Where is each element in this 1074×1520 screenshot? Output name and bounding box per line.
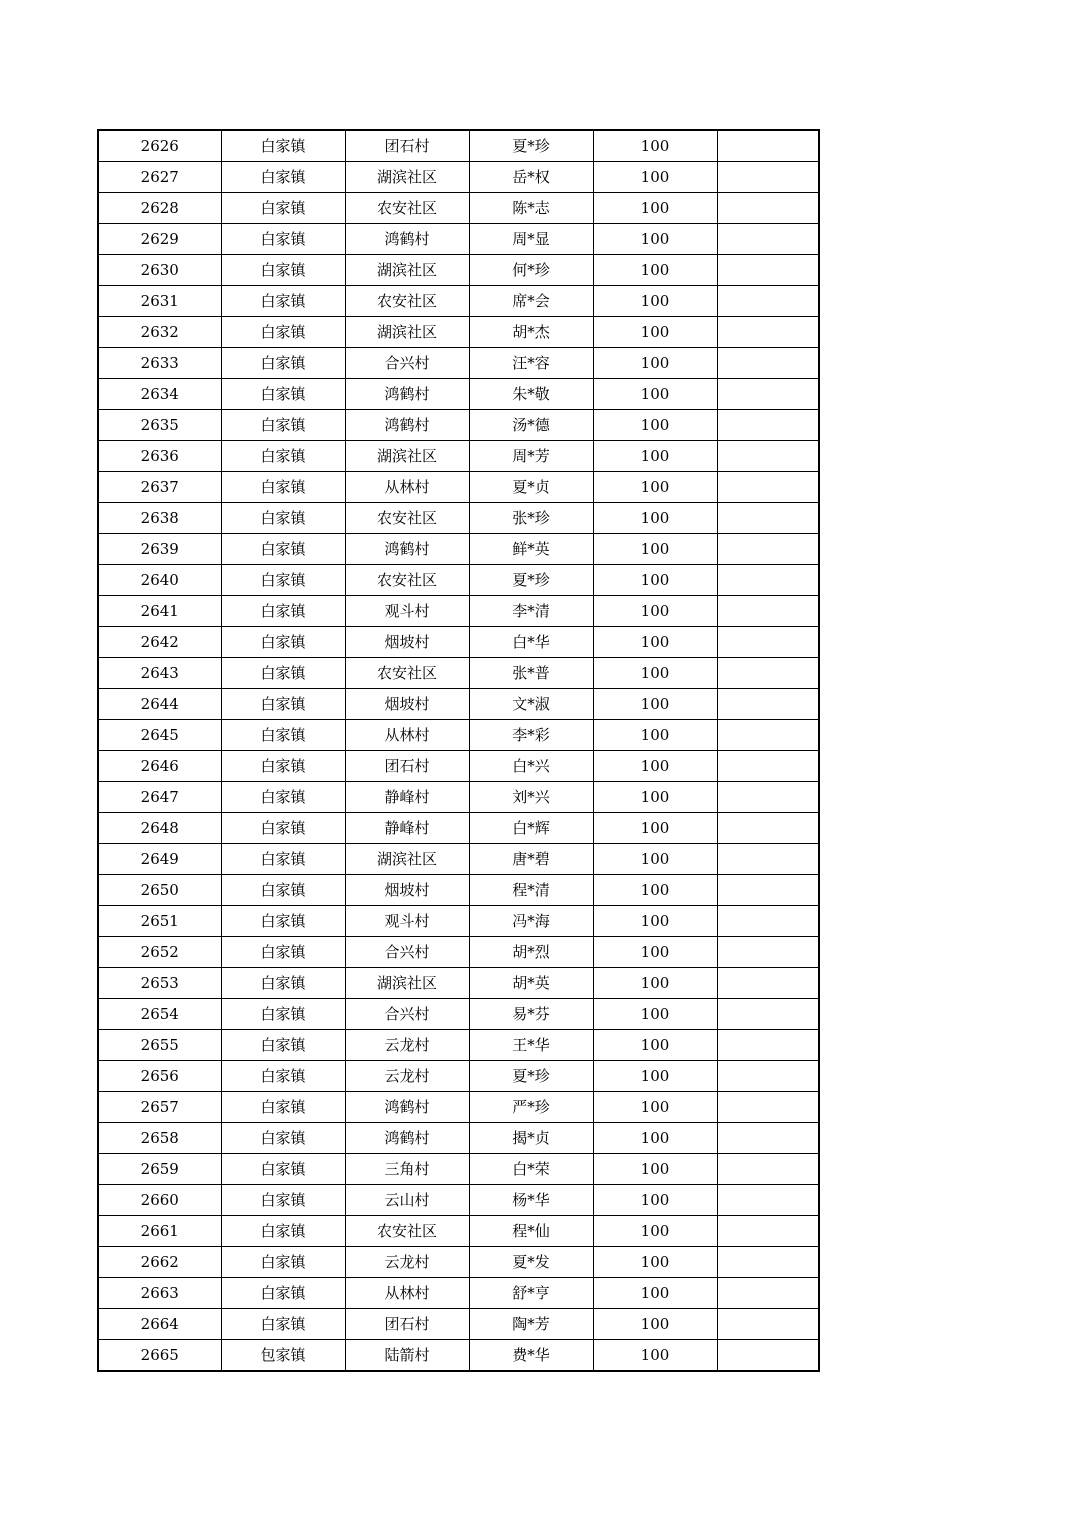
town-cell: 白家镇 — [221, 596, 345, 627]
table-row — [98, 1340, 819, 1372]
serial-cell: 2657 — [98, 1092, 221, 1123]
village-cell: 观斗村 — [345, 596, 469, 627]
serial-cell: 2654 — [98, 999, 221, 1030]
table-row — [98, 224, 819, 255]
village-cell: 农安社区 — [345, 193, 469, 224]
village-cell: 团石村 — [345, 751, 469, 782]
serial-cell: 2640 — [98, 565, 221, 596]
town-cell: 白家镇 — [221, 689, 345, 720]
town-cell: 白家镇 — [221, 782, 345, 813]
amount-cell: 100 — [593, 937, 717, 968]
remark-cell — [717, 130, 819, 162]
serial-cell: 2655 — [98, 1030, 221, 1061]
amount-cell: 100 — [593, 627, 717, 658]
remark-cell — [717, 596, 819, 627]
name-cell: 陶*芳 — [469, 1309, 593, 1340]
village-cell: 烟坡村 — [345, 689, 469, 720]
remark-cell — [717, 782, 819, 813]
name-cell: 白*荣 — [469, 1154, 593, 1185]
village-cell: 静峰村 — [345, 782, 469, 813]
amount-cell: 100 — [593, 317, 717, 348]
village-cell: 湖滨社区 — [345, 441, 469, 472]
table-row — [98, 503, 819, 534]
amount-cell: 100 — [593, 689, 717, 720]
name-cell: 程*清 — [469, 875, 593, 906]
remark-cell — [717, 813, 819, 844]
remark-cell — [717, 379, 819, 410]
table-row — [98, 1092, 819, 1123]
name-cell: 白*华 — [469, 627, 593, 658]
serial-cell: 2665 — [98, 1340, 221, 1372]
amount-cell: 100 — [593, 410, 717, 441]
remark-cell — [717, 534, 819, 565]
serial-cell: 2663 — [98, 1278, 221, 1309]
table-row — [98, 410, 819, 441]
town-cell: 白家镇 — [221, 1278, 345, 1309]
remark-cell — [717, 224, 819, 255]
name-cell: 朱*敬 — [469, 379, 593, 410]
table-row — [98, 1030, 819, 1061]
remark-cell — [717, 1278, 819, 1309]
amount-cell: 100 — [593, 782, 717, 813]
amount-cell: 100 — [593, 193, 717, 224]
remark-cell — [717, 1247, 819, 1278]
table-row — [98, 813, 819, 844]
remark-cell — [717, 565, 819, 596]
amount-cell: 100 — [593, 130, 717, 162]
table-row — [98, 689, 819, 720]
serial-cell: 2635 — [98, 410, 221, 441]
table-row — [98, 1247, 819, 1278]
name-cell: 夏*贞 — [469, 472, 593, 503]
village-cell: 陆箭村 — [345, 1340, 469, 1372]
table-row — [98, 193, 819, 224]
name-cell: 胡*英 — [469, 968, 593, 999]
serial-cell: 2650 — [98, 875, 221, 906]
village-cell: 三角村 — [345, 1154, 469, 1185]
remark-cell — [717, 689, 819, 720]
village-cell: 云龙村 — [345, 1030, 469, 1061]
name-cell: 鲜*英 — [469, 534, 593, 565]
town-cell: 白家镇 — [221, 844, 345, 875]
serial-cell: 2648 — [98, 813, 221, 844]
remark-cell — [717, 1154, 819, 1185]
serial-cell: 2632 — [98, 317, 221, 348]
name-cell: 杨*华 — [469, 1185, 593, 1216]
remark-cell — [717, 1216, 819, 1247]
amount-cell: 100 — [593, 472, 717, 503]
amount-cell: 100 — [593, 1278, 717, 1309]
village-cell: 云山村 — [345, 1185, 469, 1216]
remark-cell — [717, 720, 819, 751]
name-cell: 费*华 — [469, 1340, 593, 1372]
amount-cell: 100 — [593, 999, 717, 1030]
amount-cell: 100 — [593, 1247, 717, 1278]
table-row — [98, 1185, 819, 1216]
town-cell: 白家镇 — [221, 1061, 345, 1092]
serial-cell: 2634 — [98, 379, 221, 410]
remark-cell — [717, 627, 819, 658]
serial-cell: 2645 — [98, 720, 221, 751]
village-cell: 烟坡村 — [345, 627, 469, 658]
amount-cell: 100 — [593, 1340, 717, 1372]
remark-cell — [717, 999, 819, 1030]
amount-cell: 100 — [593, 1185, 717, 1216]
serial-cell: 2638 — [98, 503, 221, 534]
town-cell: 白家镇 — [221, 937, 345, 968]
amount-cell: 100 — [593, 1216, 717, 1247]
remark-cell — [717, 162, 819, 193]
town-cell: 白家镇 — [221, 379, 345, 410]
table-row — [98, 379, 819, 410]
village-cell: 云龙村 — [345, 1061, 469, 1092]
village-cell: 合兴村 — [345, 937, 469, 968]
amount-cell: 100 — [593, 596, 717, 627]
town-cell: 白家镇 — [221, 224, 345, 255]
serial-cell: 2651 — [98, 906, 221, 937]
amount-cell: 100 — [593, 503, 717, 534]
amount-cell: 100 — [593, 1061, 717, 1092]
town-cell: 白家镇 — [221, 534, 345, 565]
name-cell: 严*珍 — [469, 1092, 593, 1123]
village-cell: 合兴村 — [345, 999, 469, 1030]
village-cell: 湖滨社区 — [345, 968, 469, 999]
serial-cell: 2656 — [98, 1061, 221, 1092]
name-cell: 李*清 — [469, 596, 593, 627]
name-cell: 王*华 — [469, 1030, 593, 1061]
name-cell: 刘*兴 — [469, 782, 593, 813]
table-row — [98, 782, 819, 813]
name-cell: 张*珍 — [469, 503, 593, 534]
serial-cell: 2661 — [98, 1216, 221, 1247]
serial-cell: 2664 — [98, 1309, 221, 1340]
amount-cell: 100 — [593, 534, 717, 565]
village-cell: 团石村 — [345, 130, 469, 162]
village-cell: 团石村 — [345, 1309, 469, 1340]
village-cell: 湖滨社区 — [345, 255, 469, 286]
town-cell: 白家镇 — [221, 162, 345, 193]
name-cell: 夏*珍 — [469, 565, 593, 596]
village-cell: 从林村 — [345, 1278, 469, 1309]
name-cell: 夏*珍 — [469, 130, 593, 162]
table-row — [98, 317, 819, 348]
name-cell: 胡*杰 — [469, 317, 593, 348]
serial-cell: 2660 — [98, 1185, 221, 1216]
serial-cell: 2647 — [98, 782, 221, 813]
village-cell: 湖滨社区 — [345, 317, 469, 348]
table-row — [98, 596, 819, 627]
remark-cell — [717, 255, 819, 286]
name-cell: 白*辉 — [469, 813, 593, 844]
town-cell: 白家镇 — [221, 317, 345, 348]
table-row — [98, 1154, 819, 1185]
name-cell: 汪*容 — [469, 348, 593, 379]
name-cell: 胡*烈 — [469, 937, 593, 968]
remark-cell — [717, 472, 819, 503]
remark-cell — [717, 1061, 819, 1092]
serial-cell: 2644 — [98, 689, 221, 720]
amount-cell: 100 — [593, 751, 717, 782]
amount-cell: 100 — [593, 348, 717, 379]
remark-cell — [717, 968, 819, 999]
village-cell: 鸿鹤村 — [345, 1092, 469, 1123]
table-row — [98, 1061, 819, 1092]
amount-cell: 100 — [593, 1154, 717, 1185]
serial-cell: 2662 — [98, 1247, 221, 1278]
village-cell: 云龙村 — [345, 1247, 469, 1278]
amount-cell: 100 — [593, 875, 717, 906]
serial-cell: 2653 — [98, 968, 221, 999]
remark-cell — [717, 317, 819, 348]
village-cell: 鸿鹤村 — [345, 1123, 469, 1154]
town-cell: 白家镇 — [221, 441, 345, 472]
serial-cell: 2628 — [98, 193, 221, 224]
table-row — [98, 627, 819, 658]
amount-cell: 100 — [593, 658, 717, 689]
remark-cell — [717, 193, 819, 224]
name-cell: 李*彩 — [469, 720, 593, 751]
town-cell: 白家镇 — [221, 1216, 345, 1247]
name-cell: 夏*珍 — [469, 1061, 593, 1092]
serial-cell: 2636 — [98, 441, 221, 472]
table-row — [98, 1123, 819, 1154]
amount-cell: 100 — [593, 1123, 717, 1154]
village-cell: 农安社区 — [345, 658, 469, 689]
remark-cell — [717, 1092, 819, 1123]
village-cell: 从林村 — [345, 472, 469, 503]
amount-cell: 100 — [593, 286, 717, 317]
remark-cell — [717, 348, 819, 379]
table-row — [98, 1278, 819, 1309]
name-cell: 唐*碧 — [469, 844, 593, 875]
village-cell: 观斗村 — [345, 906, 469, 937]
table-row — [98, 658, 819, 689]
town-cell: 白家镇 — [221, 658, 345, 689]
remark-cell — [717, 1309, 819, 1340]
remark-cell — [717, 410, 819, 441]
amount-cell: 100 — [593, 162, 717, 193]
remark-cell — [717, 937, 819, 968]
name-cell: 何*珍 — [469, 255, 593, 286]
name-cell: 冯*海 — [469, 906, 593, 937]
amount-cell: 100 — [593, 255, 717, 286]
remark-cell — [717, 875, 819, 906]
town-cell: 白家镇 — [221, 751, 345, 782]
table-row — [98, 875, 819, 906]
amount-cell: 100 — [593, 906, 717, 937]
table-row — [98, 255, 819, 286]
village-cell: 烟坡村 — [345, 875, 469, 906]
town-cell: 白家镇 — [221, 255, 345, 286]
town-cell: 白家镇 — [221, 906, 345, 937]
amount-cell: 100 — [593, 813, 717, 844]
town-cell: 白家镇 — [221, 1092, 345, 1123]
town-cell: 白家镇 — [221, 813, 345, 844]
amount-cell: 100 — [593, 1092, 717, 1123]
table-row — [98, 906, 819, 937]
table-row — [98, 472, 819, 503]
name-cell: 席*会 — [469, 286, 593, 317]
town-cell: 白家镇 — [221, 348, 345, 379]
serial-cell: 2642 — [98, 627, 221, 658]
table-row — [98, 565, 819, 596]
table-row — [98, 286, 819, 317]
village-cell: 农安社区 — [345, 565, 469, 596]
town-cell: 白家镇 — [221, 1030, 345, 1061]
serial-cell: 2639 — [98, 534, 221, 565]
town-cell: 白家镇 — [221, 130, 345, 162]
data-table — [97, 129, 820, 1372]
table-row — [98, 937, 819, 968]
table-body — [98, 130, 819, 1371]
remark-cell — [717, 906, 819, 937]
town-cell: 白家镇 — [221, 627, 345, 658]
name-cell: 汤*德 — [469, 410, 593, 441]
town-cell: 白家镇 — [221, 565, 345, 596]
serial-cell: 2641 — [98, 596, 221, 627]
remark-cell — [717, 503, 819, 534]
village-cell: 鸿鹤村 — [345, 224, 469, 255]
amount-cell: 100 — [593, 968, 717, 999]
table-row — [98, 162, 819, 193]
table-row — [98, 130, 819, 162]
village-cell: 农安社区 — [345, 503, 469, 534]
village-cell: 农安社区 — [345, 1216, 469, 1247]
name-cell: 夏*发 — [469, 1247, 593, 1278]
village-cell: 湖滨社区 — [345, 844, 469, 875]
amount-cell: 100 — [593, 224, 717, 255]
town-cell: 白家镇 — [221, 503, 345, 534]
table-row — [98, 751, 819, 782]
village-cell: 静峰村 — [345, 813, 469, 844]
table-row — [98, 1309, 819, 1340]
serial-cell: 2643 — [98, 658, 221, 689]
serial-cell: 2633 — [98, 348, 221, 379]
remark-cell — [717, 844, 819, 875]
remark-cell — [717, 1185, 819, 1216]
village-cell: 从林村 — [345, 720, 469, 751]
name-cell: 张*普 — [469, 658, 593, 689]
town-cell: 白家镇 — [221, 1247, 345, 1278]
table-row — [98, 441, 819, 472]
table-row — [98, 534, 819, 565]
amount-cell: 100 — [593, 565, 717, 596]
town-cell: 白家镇 — [221, 472, 345, 503]
serial-cell: 2627 — [98, 162, 221, 193]
name-cell: 岳*权 — [469, 162, 593, 193]
table-row — [98, 720, 819, 751]
name-cell: 易*芬 — [469, 999, 593, 1030]
name-cell: 舒*亨 — [469, 1278, 593, 1309]
serial-cell: 2626 — [98, 130, 221, 162]
name-cell: 白*兴 — [469, 751, 593, 782]
remark-cell — [717, 1340, 819, 1372]
serial-cell: 2652 — [98, 937, 221, 968]
village-cell: 鸿鹤村 — [345, 410, 469, 441]
amount-cell: 100 — [593, 844, 717, 875]
village-cell: 农安社区 — [345, 286, 469, 317]
serial-cell: 2630 — [98, 255, 221, 286]
remark-cell — [717, 1030, 819, 1061]
town-cell: 白家镇 — [221, 286, 345, 317]
serial-cell: 2631 — [98, 286, 221, 317]
amount-cell: 100 — [593, 441, 717, 472]
table-row — [98, 844, 819, 875]
remark-cell — [717, 441, 819, 472]
table-row — [98, 968, 819, 999]
name-cell: 揭*贞 — [469, 1123, 593, 1154]
table-row — [98, 1216, 819, 1247]
amount-cell: 100 — [593, 379, 717, 410]
amount-cell: 100 — [593, 1309, 717, 1340]
town-cell: 白家镇 — [221, 410, 345, 441]
remark-cell — [717, 751, 819, 782]
town-cell: 白家镇 — [221, 1154, 345, 1185]
table-row — [98, 348, 819, 379]
village-cell: 湖滨社区 — [345, 162, 469, 193]
remark-cell — [717, 1123, 819, 1154]
serial-cell: 2646 — [98, 751, 221, 782]
serial-cell: 2629 — [98, 224, 221, 255]
name-cell: 周*显 — [469, 224, 593, 255]
table-row — [98, 999, 819, 1030]
town-cell: 白家镇 — [221, 1123, 345, 1154]
town-cell: 白家镇 — [221, 193, 345, 224]
town-cell: 包家镇 — [221, 1340, 345, 1372]
amount-cell: 100 — [593, 1030, 717, 1061]
name-cell: 周*芳 — [469, 441, 593, 472]
town-cell: 白家镇 — [221, 720, 345, 751]
remark-cell — [717, 286, 819, 317]
town-cell: 白家镇 — [221, 968, 345, 999]
town-cell: 白家镇 — [221, 875, 345, 906]
serial-cell: 2637 — [98, 472, 221, 503]
serial-cell: 2659 — [98, 1154, 221, 1185]
remark-cell — [717, 658, 819, 689]
village-cell: 合兴村 — [345, 348, 469, 379]
name-cell: 陈*志 — [469, 193, 593, 224]
village-cell: 鸿鹤村 — [345, 534, 469, 565]
name-cell: 程*仙 — [469, 1216, 593, 1247]
village-cell: 鸿鹤村 — [345, 379, 469, 410]
town-cell: 白家镇 — [221, 999, 345, 1030]
town-cell: 白家镇 — [221, 1309, 345, 1340]
amount-cell: 100 — [593, 720, 717, 751]
serial-cell: 2658 — [98, 1123, 221, 1154]
name-cell: 文*淑 — [469, 689, 593, 720]
town-cell: 白家镇 — [221, 1185, 345, 1216]
serial-cell: 2649 — [98, 844, 221, 875]
